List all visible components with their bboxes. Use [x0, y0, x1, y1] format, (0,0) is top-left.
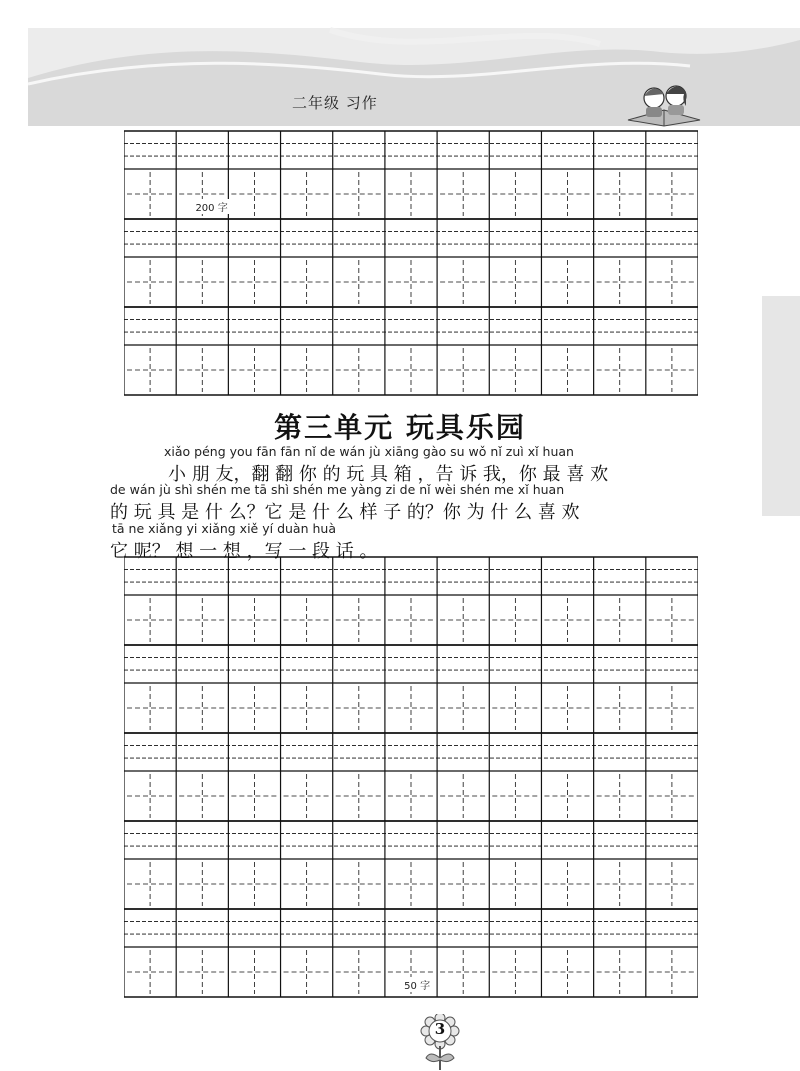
grid-lines	[124, 130, 698, 396]
prompt-pinyin-line-2: de wán jù shì shén me tā shì shén me yàng zi de nǐ wèi shén me xǐ huan	[110, 482, 565, 497]
writing-grid-top	[124, 130, 698, 396]
word-count-marker: 200 字	[194, 199, 228, 214]
grid-lines	[124, 556, 698, 998]
kids-reading-icon	[624, 80, 704, 128]
unit-title: 第三单元 玩具乐园	[274, 411, 526, 444]
prompt-text-line-1: 小 朋 友，翻 翻 你 的 玩 具 箱 ，告 诉 我，你 最 喜 欢	[168, 464, 609, 485]
word-count-marker: 50 字	[403, 977, 431, 992]
page-number: 3	[434, 1020, 446, 1038]
page-header-title: 二年级 习作	[292, 94, 378, 112]
prompt-pinyin-line-3: tā ne xiǎng yi xiǎng xiě yí duàn huà	[112, 521, 336, 536]
writing-grid-bottom	[124, 556, 698, 998]
prompt-text-line-3: 它 呢？ 想 一 想 ，写 一 段 话 。	[110, 541, 378, 562]
prompt-text-line-2: 的 玩 具 是 什 么？它 是 什 么 样 子 的？你 为 什 么 喜 欢	[110, 502, 580, 523]
page-number-badge	[420, 1014, 460, 1070]
prompt-pinyin-line-1: xiǎo péng you fān fān nǐ de wán jù xiāng gào su wǒ nǐ zuì xǐ huan	[164, 444, 574, 459]
